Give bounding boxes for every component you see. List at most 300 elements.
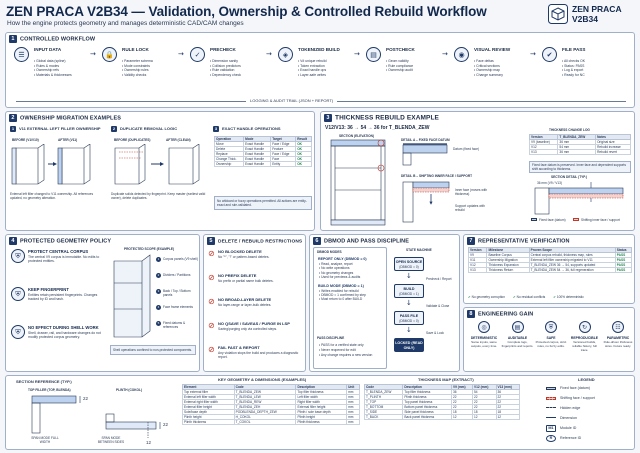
table-cell: T_SIDE xyxy=(365,410,403,415)
table-cell: 22 xyxy=(496,400,520,405)
handle-ops-table xyxy=(214,136,312,167)
table-cell: Right filler width xyxy=(296,400,347,405)
table-cell: PASS xyxy=(615,268,631,273)
section-title: REPRESENTATIVE VERIFICATION xyxy=(478,238,570,245)
table-cell: Top panel thickness xyxy=(403,400,452,405)
table-cell: 22 xyxy=(473,405,496,410)
restriction-text: Saving/purging only via controlled steps. xyxy=(218,327,278,331)
section-reference xyxy=(5,375,635,450)
column-header: Code xyxy=(365,385,403,390)
section-title: CONTROLLED WORKFLOW xyxy=(20,36,96,43)
step-item: • All checks OK xyxy=(562,59,586,63)
mode-head: REPORT ONLY (DBMOD = 0) xyxy=(318,257,367,261)
restriction-head: NO BLOCKED DELETE xyxy=(218,249,262,254)
after-dup-label: AFTER (CLEAN) xyxy=(166,138,191,142)
table-cell: PASS xyxy=(615,258,631,263)
dbmod-modes-box xyxy=(313,247,387,369)
scope-note: Shell operations confined to non-protected components. xyxy=(110,345,196,355)
column-header: Version xyxy=(469,248,487,253)
detail-b-label: DETAIL B – SHIFTING INNER FACE / SUPPORT xyxy=(401,174,473,178)
key-geometry-table xyxy=(182,384,360,425)
step-item: • Change summary xyxy=(474,72,503,77)
section-engineering-gain: 8 ENGINEERING GAIN ◎ DETERMINISTIC Same inputs, same outputs, every time. ▤ AUDITABLE Complete logs, fingerprints and reports. ⛨ SAFE Protected corpus, strict rules, no fuzzy edits. ↻ REPRODUCIBLE Versioned builds, reliable history, full trace. ☷ PARAMETRIC Rule-driven thickness sizes. Future ready. xyxy=(463,307,635,372)
legend-item: Shifting face / support xyxy=(560,396,595,400)
arrow-right-icon: → xyxy=(266,50,272,58)
column-header: Version xyxy=(530,135,558,140)
step-item: • Global data (spline) xyxy=(34,59,66,63)
table-cell: 22 xyxy=(473,400,496,405)
table-cell: T_BLENDA_ZEH xyxy=(234,405,296,410)
page-title: ZEN PRACA V2B34 — Validation, Ownership & Controlled Rebuild Workflow xyxy=(6,4,487,19)
eye-icon: ◉ xyxy=(454,47,469,62)
table-cell: Rebuild revert xyxy=(596,150,631,155)
top-filler-label: TOP FILLER (TOP, BLENDA) xyxy=(28,388,71,392)
workflow-step xyxy=(102,45,182,95)
legend-item: Fixed face (datum) xyxy=(560,386,590,390)
table-cell: Baseline Corpus xyxy=(487,253,529,258)
sm-valid-label: Validate & Close xyxy=(426,304,450,308)
mode-item: • No geometry changes xyxy=(319,270,354,275)
scope-legend-item: Dividers / Partitions xyxy=(163,273,191,277)
step-item: • Ready for NC xyxy=(562,72,585,77)
column-header: Description xyxy=(296,385,347,390)
table-cell: PASS xyxy=(615,253,631,258)
column-header: Element xyxy=(183,385,235,390)
section-title: ENGINEERING GAIN xyxy=(478,311,534,318)
ban-icon: ⊘ xyxy=(208,345,215,354)
cube-icon: ◈ xyxy=(278,47,293,62)
database-icon: ☰ xyxy=(14,47,29,62)
scope-marker: 1 xyxy=(157,257,160,261)
arrow-right-icon: → xyxy=(354,50,360,58)
scope-marker: 4 xyxy=(157,305,160,309)
brand-version: V2B34 xyxy=(572,14,598,24)
step-item: • Face deltas xyxy=(474,59,494,63)
state-label: BUILD xyxy=(403,286,415,291)
cabinet-elevation-drawing xyxy=(327,138,389,228)
protected-scope-drawing xyxy=(110,253,154,339)
detail-b-drawing xyxy=(401,180,453,224)
scope-marker: 2 xyxy=(157,273,160,277)
step-item: • Critical sections xyxy=(474,63,500,68)
plinth-label: PLINTH (COKOL) xyxy=(116,388,143,392)
state-label: OPEN SOURCE xyxy=(395,259,423,264)
table-cell: T_TOP xyxy=(365,400,403,405)
check-icon: ✔ xyxy=(512,295,516,299)
table-cell: Original size xyxy=(596,140,631,145)
mode-item: • Must return to 0 after BUILD xyxy=(319,297,363,302)
workflow-step xyxy=(542,45,622,95)
inner-face-text: Inner face (moves with thickness) xyxy=(455,188,488,196)
column-header: Code xyxy=(234,385,296,390)
column-header: Proven Scope xyxy=(529,248,615,253)
table-cell: H_COKOL xyxy=(234,415,296,420)
table-cell: Face / Edge xyxy=(271,152,296,157)
mode-item: • Used for previews & audits xyxy=(319,275,361,280)
arrow-down-icon: ↓ xyxy=(406,272,412,280)
table-cell: 54 mm xyxy=(558,145,596,150)
table-row xyxy=(365,415,520,420)
refresh-icon: ↻ xyxy=(579,321,591,333)
sliders-icon: ☷ xyxy=(612,321,624,333)
step-item: • Validity checks xyxy=(122,72,147,77)
legend-mark: M1 xyxy=(546,425,556,432)
table-cell: Plinth thickness xyxy=(183,420,235,425)
mode-item: • Read, analyze, report xyxy=(319,262,353,266)
pass-title: PASS DISCIPLINE xyxy=(317,336,345,340)
table-cell: 22 xyxy=(451,400,472,405)
ban-icon: ⊘ xyxy=(208,249,215,258)
step-item: • Collision predictors xyxy=(210,63,241,68)
table-cell: V12 xyxy=(469,263,487,268)
legend-swatch xyxy=(546,407,556,408)
step-label: TOKENIZED BUILD xyxy=(298,47,340,52)
column-header: V12 (mm) xyxy=(473,385,496,390)
table-cell: 36 mm xyxy=(558,140,596,145)
support-text: Support updates with rebuild xyxy=(455,204,485,212)
table-cell: Central corpus rebuild, thickness map, rules xyxy=(529,253,615,258)
table-cell: T_PLINTH xyxy=(365,395,403,400)
table-row xyxy=(469,268,632,273)
table-cell: V12 xyxy=(530,145,558,150)
state-sub: (DBMOD = 0) xyxy=(399,264,419,269)
cabinet-before-after-drawing xyxy=(10,144,102,186)
span-left-label: SPAN MODE FULL WIDTH xyxy=(31,436,59,444)
legend-item: Dimension xyxy=(560,416,577,420)
section-title: OWNERSHIP MIGRATION EXAMPLES xyxy=(20,115,121,122)
table-row xyxy=(215,162,312,167)
table-cell: 18 xyxy=(451,410,472,415)
step-item: • Rule validation xyxy=(210,68,235,73)
table-cell: Replace xyxy=(215,152,244,157)
table-cell: V13 xyxy=(469,268,487,273)
table-cell: T_BOTTOM xyxy=(365,405,403,410)
table-cell: OK xyxy=(296,147,312,152)
restriction-head: NO BROAD-LAYER DELETE xyxy=(218,297,272,302)
legend-item: Reference ID xyxy=(560,436,582,440)
legend-fixed: Fixed face (datum) xyxy=(531,218,566,222)
note-left-filler: External left filler changed to V11 ownership. All references updated, no geometry alteration. xyxy=(10,192,94,200)
table-cell: OK xyxy=(296,157,312,162)
detail-a-label: DETAIL A – FIXED FACE DATUM xyxy=(401,138,450,142)
section-thickness-rebuild: 3 THICKNESS REBUILD EXAMPLE V12/V13: 36 → 54 → 36 for T_BLENDA_ZEW SECTION (ELEVATION) DETAIL A – FIXED FACE DATUM Datum (fixed face) DETAIL B – SHIFTING INNER FACE / SUPPORT Inner face (moves with thickness) Support updates with rebuild THICKNESS CHANGE LOG Version T_BLENDA_ZEW Notes V9 (baseline) 36 mm Original size V12 54 mm Rebuild increase V13 36 mm Rebuild revert Fixed face datum is preserved. Inner face and dependent supports shift according to thickness. SECTION DETAIL (TYP.) 36 mm (V9 / V13) Fixed face (datum) Shifting inner face / support xyxy=(320,111,635,231)
column-header: Mode xyxy=(244,137,271,142)
legend-item: Module ID xyxy=(560,426,577,430)
workflow-step xyxy=(366,45,446,95)
legend-swatch xyxy=(546,397,556,400)
step-items xyxy=(474,59,534,77)
check-icon: ✔ xyxy=(468,295,471,299)
table-cell: V13 xyxy=(530,150,558,155)
table-cell: Plinth / sole base depth xyxy=(296,410,347,415)
table-cell: V9 xyxy=(469,253,487,258)
lock-icon: 🔒 xyxy=(102,47,117,62)
shield-off-icon: ⛨ xyxy=(11,325,25,339)
arrow-right-icon: → xyxy=(442,50,448,58)
legend-mark: R xyxy=(546,435,556,442)
table-cell: Thickness Return xyxy=(487,268,529,273)
check-icon: ✔ xyxy=(553,295,556,299)
table-cell: 12 xyxy=(496,415,520,420)
gain-text: Complete logs, fingerprints and reports. xyxy=(501,340,534,348)
table-cell: Change Thick. xyxy=(215,157,244,162)
restriction-head: FAIL FAST & REPORT xyxy=(218,345,260,350)
legend-swatch xyxy=(546,387,556,390)
step-item: • Mode constraints xyxy=(122,63,150,68)
table-cell: 22 xyxy=(473,395,496,400)
policy-head: KEEP FINGERPRINT xyxy=(28,287,69,292)
table-cell: T_BLENDA_ZEW 36 → 54, supports updated xyxy=(529,263,615,268)
ban-icon: ⊘ xyxy=(208,321,215,330)
table-cell: Thickness Expansion xyxy=(487,263,529,268)
gain-head: AUDITABLE xyxy=(507,336,528,340)
before-dup-label: BEFORE (DUPLICATES) xyxy=(114,138,151,142)
before-label: BEFORE (V1/V10) xyxy=(12,138,39,142)
pass-item: • PASS for a verified state only xyxy=(319,343,364,347)
arrow-down-icon: ↓ xyxy=(406,299,412,307)
column-header: T_BLENDA_ZEW xyxy=(558,135,596,140)
dim-22-b: 22 xyxy=(163,422,169,427)
section-title: PROTECTED GEOMETRY POLICY xyxy=(20,238,112,245)
dim-12: 12 xyxy=(146,440,152,445)
legend-item: Hidden edge xyxy=(560,406,581,410)
table-cell: Top external filler xyxy=(183,390,235,395)
table-cell: Back panel thickness xyxy=(403,415,452,420)
table-cell: Ownership Migration xyxy=(487,258,529,263)
table-cell: OK xyxy=(296,152,312,157)
table-cell: 22 xyxy=(496,395,520,400)
duplicate-removal-drawing xyxy=(111,144,209,186)
table-cell: Delete xyxy=(215,147,244,152)
table-cell: Plinth thickness xyxy=(403,395,452,400)
summary-item: 100% deterministic xyxy=(556,295,584,299)
step-item: • Dimension sanity xyxy=(210,59,238,63)
dim-22-a: 22 xyxy=(83,396,89,401)
table-cell: T_BLENDA_LEW xyxy=(234,395,296,400)
table-cell: Plinth height xyxy=(296,415,347,420)
sub-title-duplicate: 2 DUPLICATE REMOVAL LOGIC xyxy=(112,126,178,132)
workflow-step xyxy=(278,45,358,95)
table-cell: Rebuild increase xyxy=(596,145,631,150)
step-item: • Ownership map xyxy=(474,68,500,73)
table-cell: Face / Edge xyxy=(271,142,296,147)
table-cell: T_BLENDA_ZEW xyxy=(365,390,403,395)
column-header: V13 (mm) xyxy=(496,385,520,390)
table-cell: PODBLENDA_DEPTH_ZEW xyxy=(234,410,296,415)
column-header: Operation xyxy=(215,137,244,142)
table-cell: T_BLENDA_ZEW xyxy=(234,390,296,395)
cube-icon xyxy=(548,4,568,24)
column-header: Result xyxy=(296,137,312,142)
step-item: • Dependency check xyxy=(210,72,241,77)
pass-item: • Any change requires a new version xyxy=(319,353,373,357)
gain-head: DETERMINISTIC xyxy=(470,336,498,340)
gain-text: Versioned builds, reliable history, full trace. xyxy=(572,340,597,352)
table-cell: Move xyxy=(215,142,244,147)
table-cell: Exact Handle xyxy=(244,142,271,147)
gain-text: Protected corpus, strict rules, no fuzzy edits. xyxy=(535,340,567,348)
table-cell: T_BLENDA_REW xyxy=(234,400,296,405)
table-cell: Plinth height xyxy=(183,415,235,420)
state-label: PASS FILE xyxy=(399,313,419,318)
table-cell: T_BLENDA_ZEW 54 → 36, full regeneration xyxy=(529,268,615,273)
restriction-text: No "*", "!" or pattern-based deletes. xyxy=(218,255,270,259)
state-box xyxy=(394,338,424,352)
table-cell: Ownership xyxy=(215,162,244,167)
arrow-right-icon: → xyxy=(90,50,96,58)
table-cell: PASS xyxy=(615,263,631,268)
key-geometry-title: KEY GEOMETRY & DIMENSIONS (EXAMPLES) xyxy=(218,377,307,382)
step-item: • Log & export xyxy=(562,68,584,73)
note-handle-ops: No wildcard or fuzzy operations permitted. All actions are entity-exact and rule-validated. xyxy=(214,196,312,210)
file-check-icon: ✔ xyxy=(542,47,557,62)
table-cell: External left filler ownership migrated to V11 xyxy=(529,258,615,263)
table-cell: OK xyxy=(296,142,312,147)
scope-marker: 3 xyxy=(157,289,160,293)
table-cell: Feature xyxy=(271,147,296,152)
step-label: VISUAL REVIEW xyxy=(474,47,511,52)
table-cell: Face xyxy=(271,157,296,162)
table-cell: OK xyxy=(296,162,312,167)
table-cell: Sole/base depth xyxy=(183,410,235,415)
table-cell: mm xyxy=(347,410,360,415)
section-delete-restrictions: 5 DELETE / REBUILD RESTRICTIONS ⊘ NO BLOCKED DELETE No "*", "!" or pattern-based deletes. ⊘ NO PREFIX DELETE No prefix or partial name bulk deletes. ⊘ NO BROAD-LAYER DELETE No layer-range or layer-bulk deletes. ⊘ NO QSAVE / SAVEAS / PURGE IN LSP Saving/purging only via controlled steps. ⊘ FAIL FAST & REPORT Any violation stops the build and produces a diagnostic report. xyxy=(203,234,306,372)
section-detail-title: SECTION DETAIL (TYP.) xyxy=(551,175,587,179)
table-cell: 54 xyxy=(473,390,496,395)
column-header: Status xyxy=(615,248,631,253)
table-cell: External filler height xyxy=(183,405,235,410)
thickness-subtitle: V12/V13: 36 → 54 → 36 for T_BLENDA_ZEW xyxy=(325,125,430,131)
clipboard-icon: ▤ xyxy=(366,47,381,62)
step-item: • Exact handle ops xyxy=(298,68,327,73)
table-cell: mm xyxy=(347,405,360,410)
table-cell: 36 xyxy=(496,390,520,395)
scope-title: PROTECTED SCOPE (EXAMPLE) xyxy=(124,247,175,251)
thickness-log-note: Fixed face datum is preserved. Inner face and dependent supports shift according to thickness. xyxy=(529,161,631,173)
mode-head: BUILD MODE (DBMOD = 1) xyxy=(318,283,364,288)
note-duplicate: Duplicate solids detected by fingerprint. Keep master (earliest valid owner), delete duplicates. xyxy=(111,192,206,200)
table-cell: Top filler thickness xyxy=(296,390,347,395)
table-cell: V9 (baseline) xyxy=(530,140,558,145)
step-items xyxy=(298,59,358,77)
step-item: • Materials & thicknesses xyxy=(34,72,72,77)
shield-icon: ⛨ xyxy=(545,321,557,333)
table-cell: Plinth thickness xyxy=(296,420,347,425)
restriction-head: NO PREFIX DELETE xyxy=(218,273,257,278)
mode-item: • Writes enabled for rebuild xyxy=(319,288,359,293)
policy-text: Entities retain persistent fingerprints. Changes tracked by ID and hash. xyxy=(28,293,98,302)
arrow-right-icon: → xyxy=(178,50,184,58)
sub-title-handle-ops: 3 EXACT HANDLE OPERATIONS xyxy=(214,126,281,132)
ban-icon: ⊘ xyxy=(208,273,215,282)
mode-item: • No write operations xyxy=(319,266,350,271)
column-header: V9 (mm) xyxy=(451,385,472,390)
section-title: DELETE / REBUILD RESTRICTIONS xyxy=(218,239,303,245)
step-items xyxy=(122,59,182,77)
step-item: • Ownership refs xyxy=(34,68,59,73)
state-sub: (DBMOD = 1) xyxy=(399,291,419,296)
table-cell: External left filler width xyxy=(183,395,235,400)
summary-item: No geometry corruption xyxy=(471,295,505,299)
table-cell: mm xyxy=(347,400,360,405)
column-header: Unit xyxy=(347,385,360,390)
section-reference-title: SECTION REFERENCE (TYP.) xyxy=(16,379,72,384)
scope-marker: 5 xyxy=(157,321,160,325)
table-row xyxy=(530,150,631,155)
table-row xyxy=(183,420,360,425)
legend-shifting: Shifting inner face / support xyxy=(573,218,620,222)
state-label: LOCKED (READ ONLY) xyxy=(395,340,423,350)
table-cell: mm xyxy=(347,415,360,420)
scope-legend-item: Fixed datums & references xyxy=(163,321,186,329)
table-cell: External right filler width xyxy=(183,400,235,405)
restriction-text: Any violation stops the build and produces a diagnostic report. xyxy=(218,351,299,360)
table-cell: V11 xyxy=(469,258,487,263)
step-item: • Rule compliance xyxy=(386,63,414,68)
detail-a-drawing xyxy=(401,143,451,167)
brand-logo xyxy=(548,4,568,24)
table-cell: Exact Handle xyxy=(244,162,271,167)
gain-head: REPRODUCIBLE xyxy=(570,336,599,340)
step-label: FILE PASS xyxy=(562,47,586,52)
step-items xyxy=(386,59,446,73)
table-cell: Exact Handle xyxy=(244,157,271,162)
step-item: • Ownership rules xyxy=(122,68,149,73)
section-elevation-label: SECTION (ELEVATION) xyxy=(339,134,374,138)
thickness-map-title: THICKNESS MAP (EXTRACT) xyxy=(418,377,474,382)
restriction-head: NO QSAVE / SAVEAS / PURGE IN LSP xyxy=(218,321,290,326)
datum-text: Datum (fixed face) xyxy=(453,147,480,151)
table-cell: 18 xyxy=(473,410,496,415)
step-items xyxy=(34,59,94,77)
table-cell: Top filler thickness xyxy=(403,390,452,395)
policy-head: NO EFFECT DURING SHELL WORK xyxy=(28,325,99,330)
step-item: • Geom validity xyxy=(386,59,409,63)
modes-title: DBMOD MODES xyxy=(317,250,342,254)
arrow-right-icon: → xyxy=(530,50,536,58)
policy-text: Shell, drawer, rail, and hardware changes do not modify protected corpus geometry. xyxy=(28,331,101,340)
section-title: DBMOD AND PASS DISCIPLINE xyxy=(324,238,410,245)
restriction-text: No layer-range or layer-bulk deletes. xyxy=(218,303,272,307)
step-item: • Token extraction xyxy=(298,63,325,68)
scope-legend-item: Back / Top / Bottom panels xyxy=(163,289,191,297)
summary-item: No residual conflicts xyxy=(516,295,546,299)
clipboard-icon: ▤ xyxy=(512,321,524,333)
page-subtitle: How the engine protects geometry and manages deterministic CAD/CAM changes xyxy=(7,20,244,27)
table-cell: External filler height xyxy=(296,405,347,410)
table-cell: T_BACK xyxy=(365,415,403,420)
table-cell: 36 mm xyxy=(558,150,596,155)
step-label: RULE LOCK xyxy=(122,47,149,52)
table-row xyxy=(215,157,312,162)
section-title: THICKNESS REBUILD EXAMPLE xyxy=(335,114,439,122)
pass-item: • Never reopened for edit xyxy=(319,348,356,352)
column-header: Milestone xyxy=(487,248,529,253)
table-cell: 22 xyxy=(451,395,472,400)
table-cell: Exact Handle xyxy=(244,152,271,157)
legend-swatch xyxy=(546,417,556,418)
brand-name: ZEN PRACA xyxy=(572,4,622,14)
sm-side-label: Precheck / Report xyxy=(426,277,452,281)
arrow-down-icon: ↓ xyxy=(406,326,412,334)
verification-table xyxy=(468,247,632,273)
after-label: AFTER (V11) xyxy=(58,138,78,142)
step-label: POSTCHECK xyxy=(386,47,415,52)
scope-legend-item: Face frame elements xyxy=(163,305,193,309)
table-cell: 18 xyxy=(496,410,520,415)
step-label: INPUT DATA xyxy=(34,47,62,52)
column-header: Target xyxy=(271,137,296,142)
